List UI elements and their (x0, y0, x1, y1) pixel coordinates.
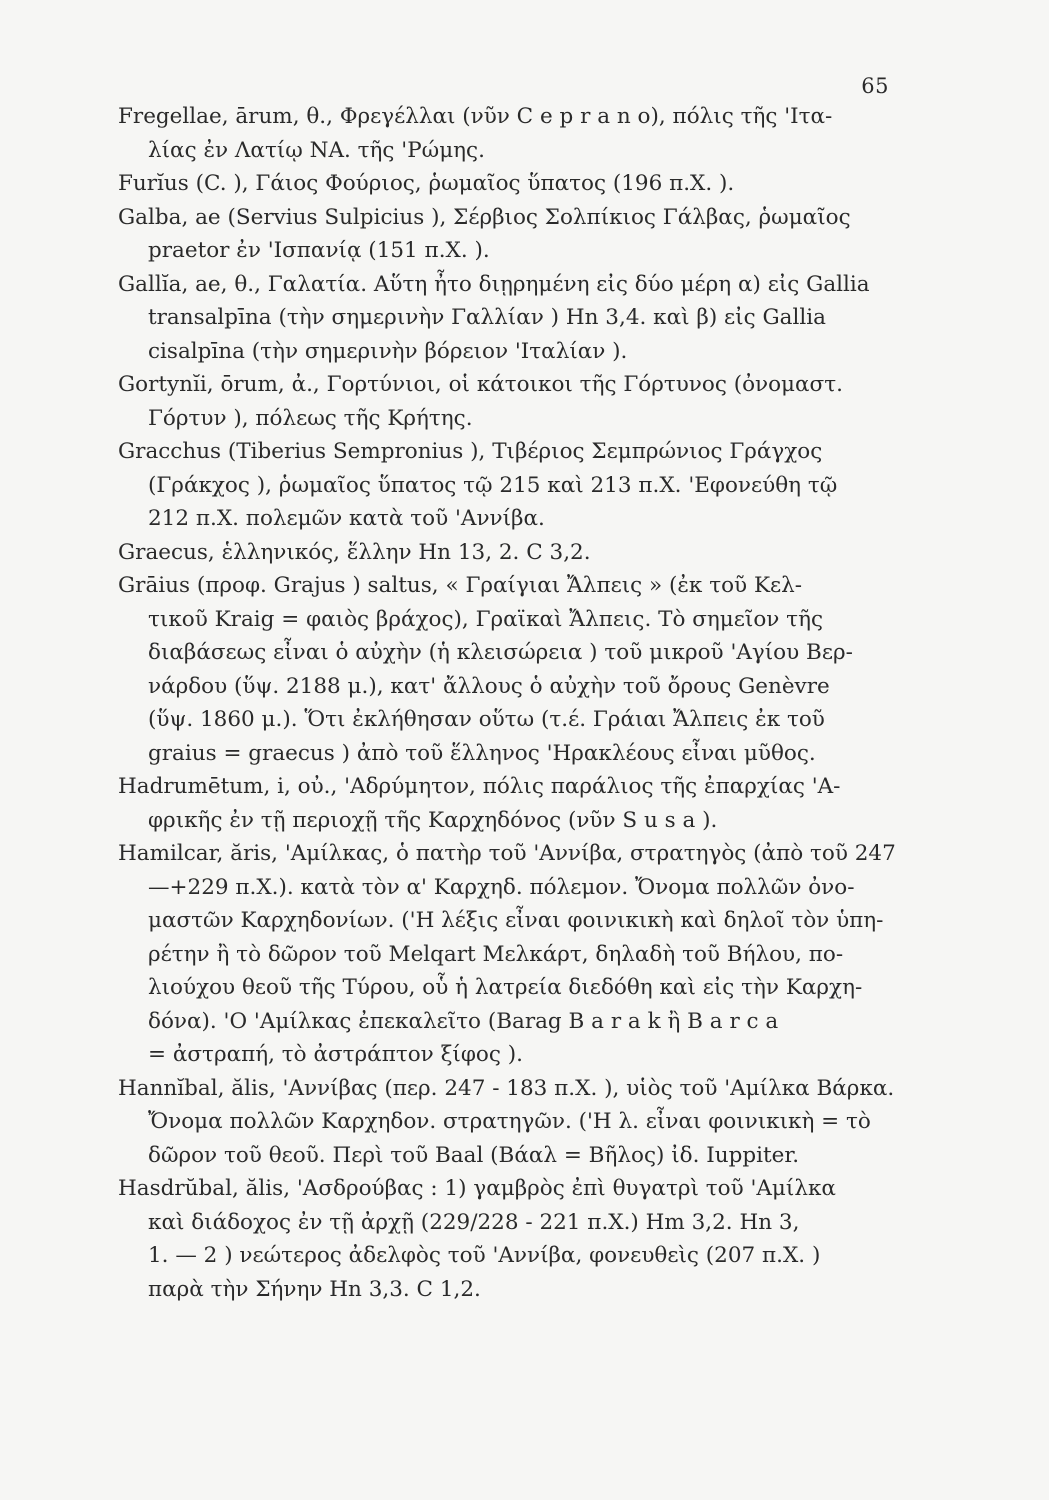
entry-gallia (118, 268, 908, 369)
entry-line: transalpīna (τὴν σημερινὴν Γαλλίαν ) Hn 3,4. καὶ β) εἰς Gallia (148, 305, 826, 330)
entry-line: (Γράκχος ), ῥωμαῖος ὕπατος τῷ 215 καὶ 213 π.Χ. 'Εφονεύθη τῷ (148, 472, 838, 498)
entry-line: Hasdrŭbal, ălis, 'Ασδρούβας : 1) γαμβρὸς ἐπὶ θυγατρὶ τοῦ 'Αμίλκα (118, 1176, 836, 1201)
entry-fregellae (118, 100, 908, 167)
entry-graius (118, 569, 908, 770)
entry-hasdrubal (118, 1172, 908, 1306)
entry-line: Gallĭa, ae, θ., Γαλατία. Αὕτη ἦτο διῃρημένη εἰς δύο μέρη α) εἰς Gallia (118, 271, 870, 297)
entry-line: διαβάσεως εἶναι ὁ αὐχὴν (ἡ κλεισώρεια ) τοῦ μικροῦ 'Αγίου Βερ- (148, 640, 853, 665)
entry-line: 1. — 2 ) νεώτερος ἀδελφὸς τοῦ 'Αννίβα, φονευθεὶς (207 π.Χ. ) (148, 1243, 821, 1268)
entry-line: καὶ διάδοχος ἐν τῇ ἀρχῇ (229/228 - 221 π.Χ.) Hm 3,2. Hn 3, (148, 1209, 800, 1235)
entry-line: δόνα). 'Ο 'Αμίλκας ἐπεκαλεῖτο (Barag B a r a k ἢ B a r c a (148, 1008, 779, 1034)
entry-line: Hadrumētum, i, οὐ., 'Αδρύμητον, πόλις παράλιος τῆς ἐπαρχίας 'Α- (118, 774, 841, 799)
entry-hamilcar (118, 837, 908, 1072)
entry-line: 212 π.Χ. πολεμῶν κατὰ τοῦ 'Αννίβα. (148, 506, 545, 531)
entry-line: = ἀστραπή, τὸ ἀστράπτον ξίφος ). (148, 1042, 523, 1067)
entry-line: Fregellae, ārum, θ., Φρεγέλλαι (νῦν C e p r a n o), πόλις τῆς 'Ιτα- (118, 104, 833, 129)
entry-furius (118, 167, 908, 201)
page-number: 65 (861, 74, 889, 98)
entry-line: praetor ἐν 'Ισπανίᾳ (151 π.Χ. ). (148, 238, 490, 263)
entry-gortynii (118, 368, 908, 435)
entry-line: νάρδου (ὕψ. 2188 μ.), κατ' ἄλλους ὁ αὐχὴν τοῦ ὄρους Genèvre (148, 673, 830, 699)
entry-line: (ὕψ. 1860 μ.). Ὅτι ἐκλήθησαν οὕτω (τ.έ. Γράιαι Ἄλπεις ἐκ τοῦ (148, 707, 825, 732)
entry-line: —+229 π.Χ.). κατὰ τὸν α' Καρχηδ. πόλεμον. Ὄνομα πολλῶν ὀνο- (148, 874, 855, 900)
entry-line: Gortynĭi, ōrum, ἀ., Γορτύνιοι, οἱ κάτοικοι τῆς Γόρτυνος (ὀνομαστ. (118, 372, 843, 397)
entry-line: λιούχου θεοῦ τῆς Τύρου, οὗ ἡ λατρεία διεδόθη καὶ εἰς τὴν Καρχη- (148, 975, 863, 1000)
entry-line: Γόρτυν ), πόλεως τῆς Κρήτης. (148, 405, 473, 431)
entry-graecus (118, 536, 908, 570)
entry-gracchus (118, 435, 908, 536)
entry-line: graius = graecus ) ἀπὸ τοῦ ἕλληνος 'Ηρακλέους εἶναι μῦθος. (148, 740, 816, 766)
entry-line: Galba, ae (Servius Sulpicius ), Σέρβιος Σολπίκιος Γάλβας, ῥωμαῖος (118, 204, 851, 230)
entry-line: Gracchus (Tiberius Sempronius ), Τιβέριος Σεμπρώνιος Γράγχος (118, 439, 823, 464)
entry-hannibal (118, 1072, 908, 1173)
entry-line: φρικῆς ἐν τῇ περιοχῇ τῆς Καρχηδόνος (νῦν S u s a ). (148, 807, 718, 833)
entry-line: ρέτην ἢ τὸ δῶρον τοῦ Melqart Μελκάρτ, δηλαδὴ τοῦ Βήλου, πο- (148, 941, 844, 967)
entry-line: Furĭus (C. ), Γάιος Φούριος, ῥωμαῖος ὕπατος (196 π.Χ. ). (118, 171, 735, 196)
entry-line: παρὰ τὴν Σήνην Hn 3,3. C 1,2. (148, 1276, 481, 1302)
entry-line: Ὄνομα πολλῶν Καρχηδον. στρατηγῶν. ('Η λ. εἶναι φοινικικὴ = τὸ (148, 1109, 871, 1134)
entry-line: Graecus, ἑλληνικός, ἕλλην Hn 13, 2. C 3,2. (118, 539, 591, 565)
entry-line: λίας ἐν Λατίῳ ΝΑ. τῆς 'Ρώμης. (148, 137, 485, 163)
entry-line: μαστῶν Καρχηδονίων. ('Η λέξις εἶναι φοινικικὴ καὶ δηλοῖ τὸν ὑπη- (148, 908, 884, 933)
entry-line: Hannĭbal, ălis, 'Αννίβας (περ. 247 - 183 π.Χ. ), υἱὸς τοῦ 'Αμίλκα Βάρκα. (118, 1075, 895, 1101)
entry-galba (118, 201, 908, 268)
entry-line: τικοῦ Kraig = φαιὸς βράχος), Γραϊκαὶ Ἄλπεις. Τὸ σημεῖον τῆς (148, 606, 823, 632)
entry-line: cisalpīna (τὴν σημερινὴν βόρειον 'Ιταλίαν ). (148, 338, 628, 364)
entry-line: Hamilcar, ăris, 'Αμίλκας, ὁ πατὴρ τοῦ 'Αννίβα, στρατηγὸς (ἀπὸ τοῦ 247 (118, 841, 896, 866)
entry-line: δῶρον τοῦ θεοῦ. Περὶ τοῦ Baal (Βάαλ = Βῆλος) ἰδ. Iuppiter. (148, 1142, 800, 1168)
entry-hadrumetum (118, 770, 908, 837)
glossary-entries (118, 100, 908, 1306)
entry-line: Grāius (προφ. Grajus ) saltus, « Γραίγιαι Ἄλπεις » (ἐκ τοῦ Κελ- (118, 573, 803, 598)
